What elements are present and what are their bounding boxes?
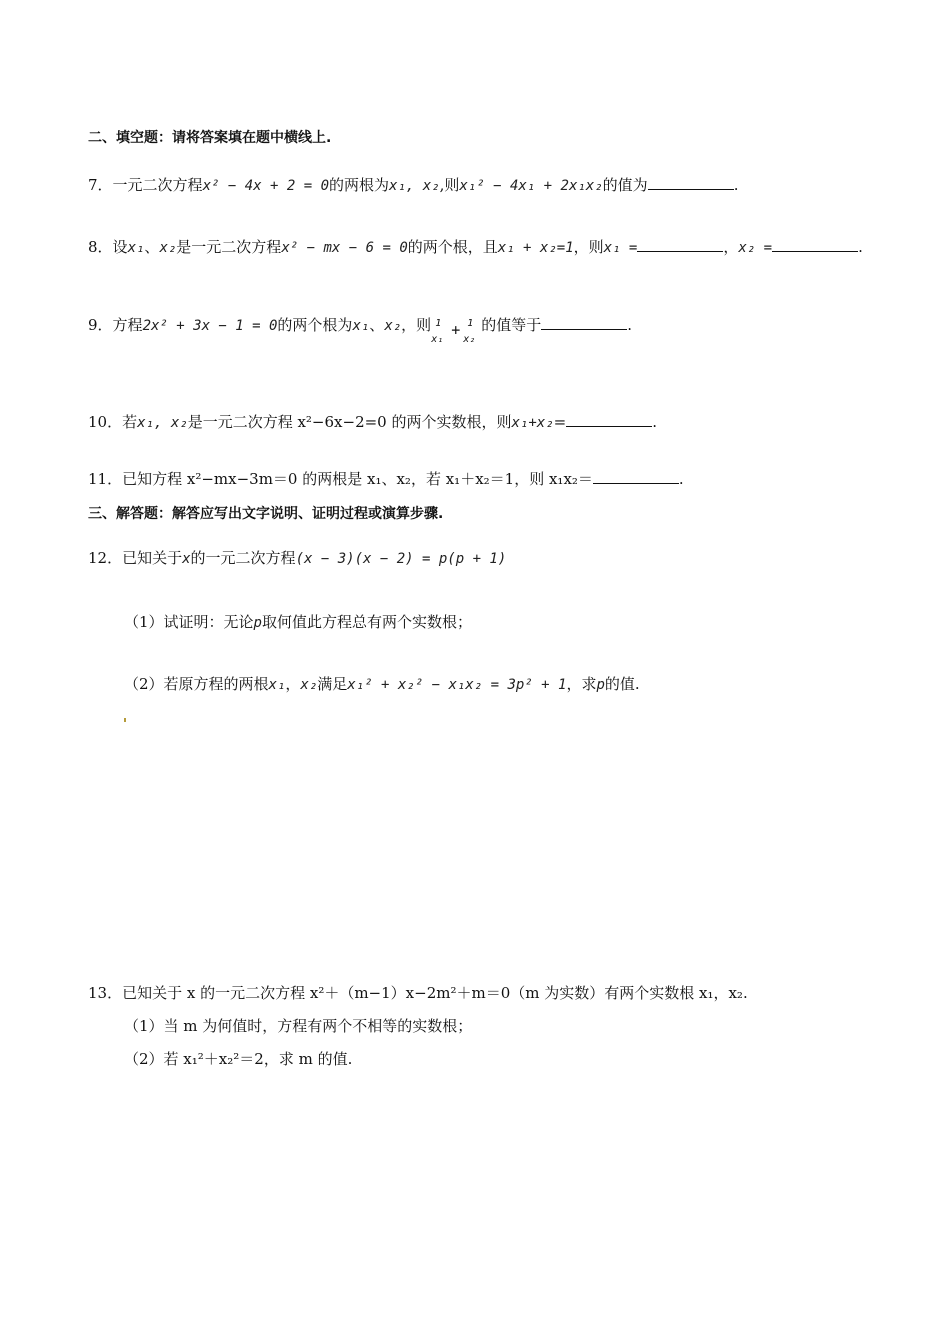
equation: (x − 3)(x − 2) = p(p + 1) [295, 551, 507, 567]
question-12: 12．已知关于x的一元二次方程(x − 3)(x − 2) = p(p + 1) [88, 549, 507, 567]
fraction-sum: 1 x₁ + 1 x₂ [431, 318, 476, 345]
equation: 2x² + 3x − 1 = 0 [142, 318, 278, 334]
answer-blank[interactable] [593, 469, 679, 484]
stray-mark [124, 718, 126, 722]
expression: x₁+x₂ [511, 415, 554, 431]
question-12-part-1: （1）试证明：无论p取何值此方程总有两个实数根； [124, 613, 472, 631]
question-13-part-2: （2）若 x₁²＋x₂²＝2，求 m 的值. [124, 1050, 353, 1068]
question-7: 7．一元二次方程x² − 4x + 2 = 0的两根为x₁, x₂,则x₁² − 4x₁ + 2x₁x₂的值为 . [88, 176, 739, 194]
condition: x₁ + x₂=1 [497, 240, 574, 256]
answer-blank[interactable] [566, 412, 652, 427]
question-number: 13． [88, 984, 123, 1002]
roots: x₁, x₂ [137, 415, 188, 431]
question-13: 13．已知关于 x 的一元二次方程 x²＋（m−1）x−2m²＋m＝0（m 为实数）有两个实数根 x₁，x₂. [88, 984, 748, 1002]
answer-blank[interactable] [541, 315, 627, 330]
question-8: 8．设x₁、x₂是一元二次方程x² − mx − 6 = 0的两个根，且x₁ + x₂=1，则x₁ = ，x₂ = . [88, 238, 863, 256]
question-12-part-2: （2）若原方程的两根x₁，x₂满足x₁² + x₂² − x₁x₂ = 3p² + 1，求p的值. [124, 675, 640, 693]
question-number: 11． [88, 470, 123, 488]
question-10: 10．若x₁, x₂是一元二次方程 x²−6x−2=0 的两个实数根，则x₁+x₂= . [88, 413, 658, 431]
question-13-part-1: （1）当 m 为何值时，方程有两个不相等的实数根； [124, 1017, 473, 1035]
section-heading-solve: 三、解答题：解答应写出文字说明、证明过程或演算步骤. [88, 506, 444, 522]
condition: x₁² + x₂² − x₁x₂ = 3p² + 1 [347, 677, 567, 693]
section-heading-fill-in: 二、填空题：请将答案填在题中横线上. [88, 130, 332, 146]
question-number: 10． [88, 413, 123, 431]
question-number: 7． [88, 176, 113, 194]
roots: x₁, x₂ [389, 178, 440, 194]
question-number: 9． [88, 316, 113, 334]
question-number: 8． [88, 238, 113, 256]
answer-blank[interactable] [648, 175, 734, 190]
expression: x₁² − 4x₁ + 2x₁x₂ [459, 178, 603, 194]
equation: x² − 4x + 2 = 0 [202, 178, 329, 194]
question-11: 11．已知方程 x²−mx−3m＝0 的两根是 x₁、x₂，若 x₁＋x₂＝1，则 x₁x₂＝ . [88, 470, 684, 488]
equation: x² − mx − 6 = 0 [281, 240, 408, 256]
answer-blank-x2[interactable] [772, 237, 858, 252]
question-number: 12． [88, 549, 123, 567]
answer-blank-x1[interactable] [637, 237, 723, 252]
question-9: 9．方程2x² + 3x − 1 = 0的两个根为x₁、x₂，则 1 x₁ + 1 x₂ 的值等于 . [88, 303, 632, 348]
